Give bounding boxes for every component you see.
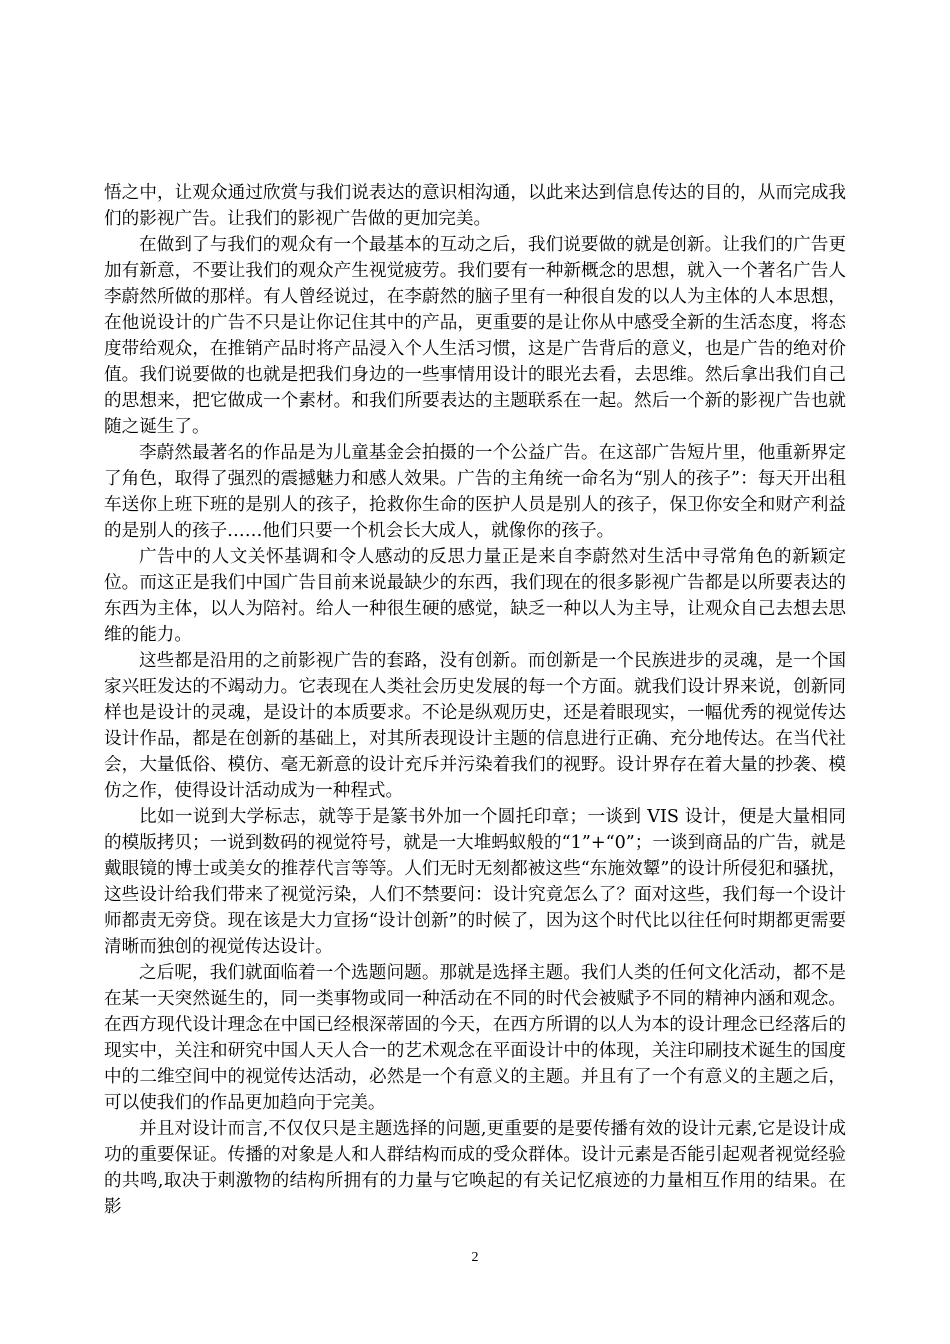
paragraph-topic-selection: 之后呢，我们就面临着一个选题问题。那就是选择主题。我们人类的任何文化活动，都不是在某一天突然诞生的，同一类事物或同一种活动在不同的时代会被赋予不同的精神内涵和观念。在西方现代设计理念在中国已经根深蒂固的今天，在西方所谓的以人为本的设计理念已经落后的现实中，关注和研究中国人天人合一的艺术观念在平面设计中的体现，关注印刷技术诞生的国度中的二维空间中的视觉传达活动，必然是一个有意义的主题。并且有了一个有意义的主题之后，可以使我们的作品更加趋向于完美。 [104,963,846,1113]
paragraph-creativity: 这些都是沿用的之前影视广告的套路，没有创新。而创新是一个民族进步的灵魂，是一个国家兴旺发达的不竭动力。它表现在人类社会历史发展的每一个方面。就我们设计界来说，创新同样也是设计的灵魂，是设计的本质要求。不论是纵观历史，还是着眼现实，一幅优秀的视觉传达设计作品，都是在创新的基础上，对其所表现设计主题的信息进行正确、充分地传达。在当代社会，大量低俗、模仿、毫无新意的设计充斥并污染着我们的视野。设计界存在着大量的抄袭、模仿之作，使得设计活动成为一种程式。 [104,651,846,801]
paragraph-continued: 悟之中，让观众通过欣赏与我们说表达的意识相沟通，以此来达到信息传达的目的，从而完成我们的影视广告。让我们的影视广告做的更加完美。 [104,183,846,229]
paragraph-humanistic-care: 广告中的人文关怀基调和令人感动的反思力量正是来自李蔚然对生活中寻常角色的新颖定位。而这正是我们中国广告目前来说最缺少的东西，我们现在的很多影视广告都是以所要表达的东西为主体，以人为陪衬。给人一种很生硬的感觉，缺乏一种以人为主导，让观众自己去想去思维的能力。 [104,547,846,645]
paragraph-design-elements: 并且对设计而言,不仅仅只是主题选择的问题,更重要的是要传播有效的设计元素,它是设计成功的重要保证。传播的对象是人和人群结构而成的受众群体。设计元素是否能引起观者视觉经验的共鸣,取决于刺激物的结构所拥有的力量与它唤起的有关记忆痕迹的力量相互作用的结果。在影 [104,1119,846,1217]
page-body [104,180,846,1220]
page-number: 2 [471,1250,479,1265]
paragraph-li-weiran-ad: 李蔚然最著名的作品是为儿童基金会拍摄的一个公益广告。在这部广告短片里，他重新界定了角色，取得了强烈的震撼魅力和感人效果。广告的主角统一命名为“别人的孩子”：每天开出租车送你上班下班的是别人的孩子，抢救你生命的医护人员是别人的孩子，保卫你安全和财产利益的是别人的孩子……他们只要一个机会长大成人，就像你的孩子。 [104,443,846,541]
paragraph-examples: 比如一说到大学标志，就等于是篆书外加一个圆托印章；一谈到 VIS 设计，便是大量相同的模版拷贝；一说到数码的视觉符号，就是一大堆蚂蚁般的“1”+“0”；一谈到商品的广告，就是戴眼镜的博士或美女的推荐代言等等。人们无时无刻都被这些“东施效颦”的设计所侵犯和骚扰，这些设计给我们带来了视觉污染，人们不禁要问：设计究竟怎么了？面对这些，我们每一个设计师都责无旁贷。现在该是大力宣扬“设计创新”的时候了，因为这个时代比以往任何时期都更需要清晰而独创的视觉传达设计。 [104,807,846,957]
paragraph-innovation: 在做到了与我们的观众有一个最基本的互动之后，我们说要做的就是创新。让我们的广告更加有新意，不要让我们的观众产生视觉疲劳。我们要有一种新概念的思想，就入一个著名广告人李蔚然所做的那样。有人曾经说过，在李蔚然的脑子里有一种很自发的以人为主体的人本思想，在他说设计的广告不只是让你记住其中的产品，更重要的是让你从中感受全新的生活态度，将态度带给观众，在推销产品时将产品浸入个人生活习惯，这是广告背后的意义，也是广告的绝对价值。我们说要做的也就是把我们身边的一些事情用设计的眼光去看，去思维。然后拿出我们自己的思想来，把它做成一个素材。和我们所要表达的主题联系在一起。然后一个新的影视广告也就随之诞生了。 [104,235,846,437]
